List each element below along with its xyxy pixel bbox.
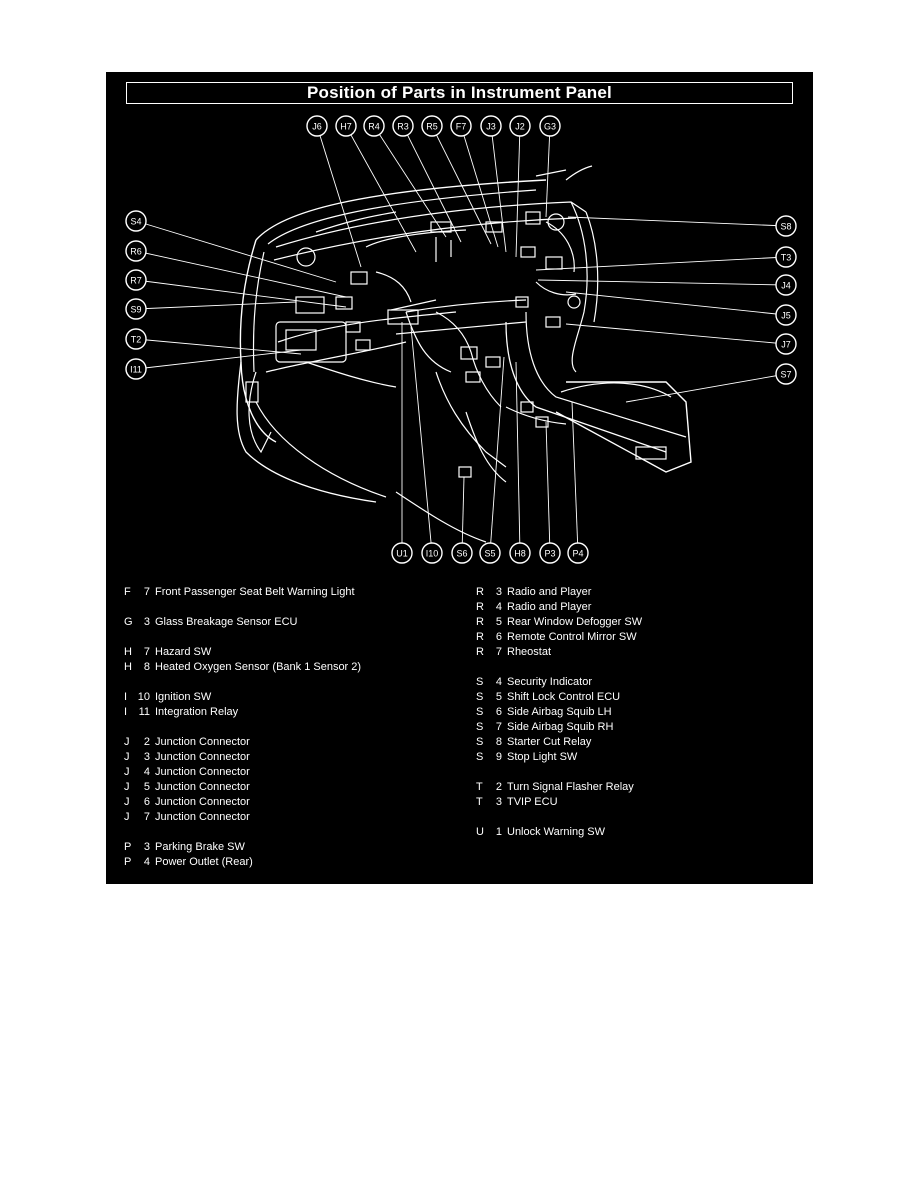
legend-entry: [476, 690, 806, 705]
leader-line: [568, 217, 786, 226]
callout-label: R6: [130, 246, 142, 257]
callout-j5: [776, 305, 796, 325]
legend-description: Junction Connector: [155, 736, 250, 748]
legend-entry: [476, 750, 806, 765]
legend-left-column: [124, 585, 454, 870]
diagram-title: Position of Parts in Instrument Panel: [126, 82, 793, 104]
callout-j3: [481, 116, 501, 136]
legend-description: Junction Connector: [155, 766, 250, 778]
leader-line: [538, 280, 786, 285]
leader-line: [546, 422, 550, 553]
legend-entry: [124, 645, 454, 660]
callout-r4: [364, 116, 384, 136]
legend-entry: [124, 795, 454, 810]
callout-s6: [452, 543, 472, 563]
legend-description: Turn Signal Flasher Relay: [507, 781, 634, 793]
callout-label: I11: [130, 364, 142, 375]
legend-entry: [476, 720, 806, 735]
legend-entry: [476, 675, 806, 690]
legend-letter: G: [124, 616, 133, 628]
legend-letter: J: [124, 796, 130, 808]
callout-label: J4: [781, 280, 791, 291]
callout-label: J7: [781, 339, 791, 350]
leader-line: [411, 327, 432, 553]
leader-line: [136, 280, 346, 307]
legend-letter: R: [476, 586, 484, 598]
legend-number: 3: [143, 751, 150, 763]
legend-number: 5: [143, 781, 150, 793]
callout-s9: [126, 299, 146, 319]
legend-description: Junction Connector: [155, 781, 250, 793]
callout-label: G3: [543, 121, 557, 132]
legend-description: Side Airbag Squib RH: [507, 721, 614, 733]
callout-label: S7: [780, 369, 792, 380]
legend-letter: P: [124, 841, 132, 853]
legend-gap: [124, 720, 454, 735]
legend-entry: [124, 735, 454, 750]
legend-description: Junction Connector: [155, 796, 250, 808]
callout-label: H7: [340, 121, 352, 132]
legend-entry: [124, 750, 454, 765]
callout-label: P3: [544, 548, 556, 559]
callout-label: S9: [130, 304, 142, 315]
legend-description: Front Passenger Seat Belt Warning Light: [155, 586, 355, 598]
callout-u1: [392, 543, 412, 563]
legend-letter: J: [124, 736, 130, 748]
legend-letter: S: [476, 691, 484, 703]
callout-label: P4: [572, 548, 584, 559]
leader-line: [462, 477, 464, 553]
callout-label: R5: [426, 121, 438, 132]
callout-label: J5: [781, 310, 791, 321]
callout-label: R3: [397, 121, 409, 132]
legend-number: 7: [143, 586, 150, 598]
callout-label: F7: [455, 121, 467, 132]
legend-number: 8: [143, 661, 150, 673]
legend-entry: [476, 825, 806, 840]
callout-label: T2: [130, 334, 142, 345]
legend-entry: [124, 705, 454, 720]
legend-entry: [476, 735, 806, 750]
legend-number: 2: [495, 781, 502, 793]
callout-t2: [126, 329, 146, 349]
callout-j7: [776, 334, 796, 354]
callout-label: I10: [425, 548, 439, 559]
callout-i11: [126, 359, 146, 379]
callout-label: J3: [486, 121, 496, 132]
leader-line: [490, 357, 504, 553]
legend-right-column: [476, 585, 806, 840]
callout-t3: [776, 247, 796, 267]
legend-number: 10: [137, 691, 150, 703]
legend-description: Radio and Player: [507, 601, 592, 613]
legend-entry: [124, 660, 454, 675]
legend-entry: [476, 585, 806, 600]
legend-entry: [124, 810, 454, 825]
legend-number: 3: [143, 616, 150, 628]
callout-s7: [776, 364, 796, 384]
callout-label: J2: [515, 121, 525, 132]
legend-description: Heated Oxygen Sensor (Bank 1 Sensor 2): [155, 661, 362, 673]
legend-letter: R: [476, 646, 484, 658]
legend-letter: F: [124, 586, 131, 598]
callout-label: T3: [780, 252, 792, 263]
legend-entry: [476, 780, 806, 795]
legend-description: Integration Relay: [155, 706, 239, 718]
legend-letter: T: [476, 796, 483, 808]
legend-letter: I: [124, 691, 128, 703]
callout-label: S6: [456, 548, 468, 559]
legend-number: 7: [143, 646, 150, 658]
legend-description: Side Airbag Squib LH: [507, 706, 612, 718]
leader-line: [566, 324, 786, 344]
legend-letter: J: [124, 751, 130, 763]
leader-line: [461, 126, 498, 247]
legend-number: 4: [143, 856, 150, 868]
legend-entry: [476, 630, 806, 645]
legend-number: 11: [138, 706, 150, 718]
legend-description: Rheostat: [507, 646, 552, 658]
callout-label: S5: [484, 548, 496, 559]
callout-p4: [568, 543, 588, 563]
legend-description: Ignition SW: [155, 691, 212, 703]
legend-number: 5: [495, 691, 502, 703]
legend-number: 3: [495, 586, 502, 598]
leader-line: [374, 126, 446, 237]
legend-description: Glass Breakage Sensor ECU: [155, 616, 298, 628]
legend-entry: [124, 690, 454, 705]
legend-number: 6: [495, 631, 502, 643]
diagram-panel: [106, 72, 813, 884]
legend-description: Radio and Player: [507, 586, 592, 598]
legend-description: Security Indicator: [507, 676, 592, 688]
callout-h8: [510, 543, 530, 563]
legend-letter: T: [476, 781, 483, 793]
legend-letter: S: [476, 676, 484, 688]
legend-letter: S: [476, 736, 484, 748]
legend-letter: H: [124, 646, 132, 658]
legend-number: 8: [495, 736, 502, 748]
legend-number: 7: [495, 646, 502, 658]
legend-entry: [124, 780, 454, 795]
legend-letter: S: [476, 706, 484, 718]
legend-description: Junction Connector: [155, 751, 250, 763]
leader-line: [572, 402, 578, 553]
legend-entry: [476, 600, 806, 615]
callout-g3: [540, 116, 560, 136]
legend-entry: [124, 765, 454, 780]
legend-gap: [124, 630, 454, 645]
legend-entry: [476, 705, 806, 720]
legend-description: Stop Light SW: [507, 751, 578, 763]
legend-description: Hazard SW: [155, 646, 212, 658]
legend-number: 9: [495, 751, 502, 763]
legend-gap: [124, 675, 454, 690]
legend-entry: [124, 840, 454, 855]
legend-letter: J: [124, 766, 130, 778]
legend-letter: P: [124, 856, 132, 868]
callout-label: S8: [780, 221, 792, 232]
legend-number: 4: [495, 601, 502, 613]
legend-entry: [476, 645, 806, 660]
legend-entry: [476, 615, 806, 630]
callout-r3: [393, 116, 413, 136]
leader-line: [491, 126, 506, 252]
callout-label: J6: [312, 121, 322, 132]
legend-number: 3: [495, 796, 502, 808]
legend-description: TVIP ECU: [507, 796, 558, 808]
callout-label: R7: [130, 275, 142, 286]
legend-description: Power Outlet (Rear): [155, 856, 253, 868]
callout-j4: [776, 275, 796, 295]
callout-label: R4: [368, 121, 380, 132]
legend-letter: R: [476, 601, 484, 613]
legend-number: 7: [143, 811, 150, 823]
callout-i10: [422, 543, 442, 563]
legend-description: Unlock Warning SW: [507, 826, 606, 838]
leader-line: [566, 292, 786, 315]
legend-letter: H: [124, 661, 132, 673]
legend-entry: [124, 585, 454, 600]
legend-description: Parking Brake SW: [155, 841, 245, 853]
legend-number: 7: [495, 721, 502, 733]
legend-number: 5: [495, 616, 502, 628]
legend-number: 6: [495, 706, 502, 718]
legend-number: 4: [143, 766, 150, 778]
callout-label: S4: [130, 216, 142, 227]
legend-gap: [124, 600, 454, 615]
leader-line: [346, 126, 416, 252]
callout-label: H8: [514, 548, 526, 559]
callout-s4: [126, 211, 146, 231]
legend-gap: [476, 660, 806, 675]
legend-letter: U: [476, 826, 484, 838]
callout-j6: [307, 116, 327, 136]
callout-r7: [126, 270, 146, 290]
callout-r5: [422, 116, 442, 136]
callout-label: U1: [396, 548, 408, 559]
legend-description: Rear Window Defogger SW: [507, 616, 643, 628]
legend-number: 4: [495, 676, 502, 688]
legend-letter: I: [124, 706, 128, 718]
legend-gap: [476, 765, 806, 780]
legend-number: 6: [143, 796, 150, 808]
instrument-panel-drawing: [106, 72, 813, 572]
legend-letter: J: [124, 811, 130, 823]
callout-s8: [776, 216, 796, 236]
callout-j2: [510, 116, 530, 136]
leader-line: [136, 302, 296, 309]
callout-r6: [126, 241, 146, 261]
callout-h7: [336, 116, 356, 136]
legend-entry: [124, 855, 454, 870]
legend-description: Shift Lock Control ECU: [507, 691, 621, 703]
legend-letter: S: [476, 721, 484, 733]
legend-entry: [124, 615, 454, 630]
legend-gap: [124, 825, 454, 840]
legend-description: Starter Cut Relay: [507, 736, 592, 748]
legend-description: Junction Connector: [155, 811, 250, 823]
legend-description: Remote Control Mirror SW: [507, 631, 637, 643]
legend-letter: J: [124, 781, 130, 793]
legend-entry: [476, 795, 806, 810]
legend-letter: R: [476, 631, 484, 643]
callout-s5: [480, 543, 500, 563]
legend-number: 3: [143, 841, 150, 853]
legend-number: 1: [495, 826, 502, 838]
legend-gap: [476, 810, 806, 825]
callout-f7: [451, 116, 471, 136]
legend-number: 2: [143, 736, 150, 748]
legend-letter: S: [476, 751, 484, 763]
legend-letter: R: [476, 616, 484, 628]
leader-line: [516, 362, 520, 553]
callout-p3: [540, 543, 560, 563]
